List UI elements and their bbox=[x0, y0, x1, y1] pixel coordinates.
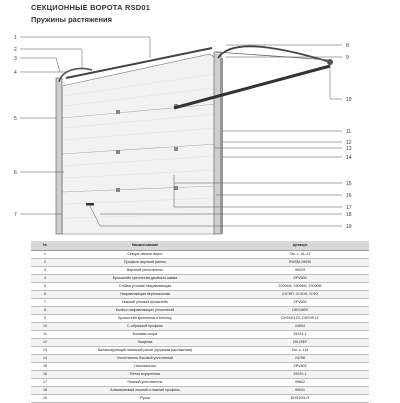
row-name: Напольчатка bbox=[59, 363, 231, 371]
row-article: См. с. 119 bbox=[231, 347, 369, 355]
row-article: 25129ЕF bbox=[231, 339, 369, 347]
table-row bbox=[31, 267, 369, 275]
callout-14: 14 bbox=[346, 155, 352, 161]
header-number: № bbox=[31, 241, 59, 251]
table-row bbox=[31, 379, 369, 387]
table-row bbox=[31, 395, 369, 403]
row-name: Нижний угловой кронштейн bbox=[59, 299, 231, 307]
row-name: С-образный профиль bbox=[59, 323, 231, 331]
right-track bbox=[214, 52, 223, 234]
row-article: 90029 bbox=[231, 267, 369, 275]
row-name: Уплотнитель боковой уплотнений bbox=[59, 355, 231, 363]
row-article: 24706 bbox=[231, 355, 369, 363]
table-row bbox=[31, 283, 369, 291]
header-name: Наименование bbox=[59, 241, 231, 251]
row-name: Алюминиевый нижний и нижний профиль bbox=[59, 387, 231, 395]
table-row bbox=[31, 259, 369, 267]
callout-9: 9 bbox=[346, 55, 349, 61]
row-number: 6 bbox=[31, 291, 59, 299]
parts-table-body bbox=[31, 251, 369, 403]
table-row bbox=[31, 371, 369, 379]
callout-10: 10 bbox=[346, 97, 352, 103]
row-name: Защёлка bbox=[59, 339, 231, 347]
row-number: 1 bbox=[31, 251, 59, 259]
callout-3: 3 bbox=[14, 56, 17, 62]
table-row bbox=[31, 275, 369, 283]
callout-4: 4 bbox=[14, 70, 17, 76]
page-subtitle: Пружины растяжения bbox=[31, 15, 112, 24]
table-row bbox=[31, 339, 369, 347]
row-number: 16 bbox=[31, 371, 59, 379]
row-number: 7 bbox=[31, 299, 59, 307]
row-name: Профиль верхний ригель bbox=[59, 259, 231, 267]
row-article: 24004 bbox=[231, 323, 369, 331]
row-number: 12 bbox=[31, 339, 59, 347]
callout-5: 5 bbox=[14, 116, 17, 122]
row-name: Балансирующий натяжной рычаг (пружины растяжения) bbox=[59, 347, 231, 355]
row-number: 15 bbox=[31, 363, 59, 371]
callout-6: 6 bbox=[14, 170, 17, 176]
row-article: 25224-1 bbox=[231, 331, 369, 339]
row-name: Кронштейн крепления двойного шкива bbox=[59, 275, 231, 283]
table-row bbox=[31, 363, 369, 371]
table-row bbox=[31, 331, 369, 339]
callouts-left bbox=[14, 35, 17, 218]
row-number: 3 bbox=[31, 267, 59, 275]
row-article: SPV000 bbox=[231, 299, 369, 307]
callout-18: 18 bbox=[346, 212, 352, 218]
row-number: 4 bbox=[31, 275, 59, 283]
callout-19: 19 bbox=[346, 224, 352, 230]
table-row bbox=[31, 315, 369, 323]
callout-1: 1 bbox=[14, 35, 17, 41]
row-number: 11 bbox=[31, 331, 59, 339]
callout-7: 7 bbox=[14, 212, 17, 218]
table-row bbox=[31, 355, 369, 363]
row-number: 19 bbox=[31, 395, 59, 403]
header-article: Артикул bbox=[231, 241, 369, 251]
row-name: Ручка bbox=[59, 395, 231, 403]
row-article: SPV802 bbox=[231, 363, 369, 371]
parts-table-header bbox=[31, 241, 369, 251]
callout-17: 17 bbox=[346, 205, 352, 211]
row-name: Колёсо направляющих уплотнений bbox=[59, 307, 231, 315]
row-number: 14 bbox=[31, 355, 59, 363]
row-article: DHSVE1ZZ, DHSVE1Z bbox=[231, 315, 369, 323]
table-row bbox=[31, 323, 369, 331]
row-number: 13 bbox=[31, 347, 59, 355]
row-number: 18 bbox=[31, 387, 59, 395]
door-handle bbox=[86, 203, 94, 206]
row-article: 21СНП, 21ЗОК, 21ФЗ bbox=[231, 291, 369, 299]
callouts-right bbox=[346, 43, 352, 230]
row-article: 99041 bbox=[231, 387, 369, 395]
table-row bbox=[31, 387, 369, 395]
table-row bbox=[31, 251, 369, 259]
row-name: Петля внутренняя bbox=[59, 371, 231, 379]
row-number: 9 bbox=[31, 315, 59, 323]
row-article: 25220-1 bbox=[231, 371, 369, 379]
row-name: Кронштейн крепления к потолку bbox=[59, 315, 231, 323]
callout-16: 16 bbox=[346, 193, 352, 199]
row-number: 2 bbox=[31, 259, 59, 267]
callout-12: 12 bbox=[346, 140, 352, 146]
row-article: 23091М, 23094М, 23090М bbox=[231, 283, 369, 291]
callout-2: 2 bbox=[14, 47, 17, 53]
table-row bbox=[31, 307, 369, 315]
row-article: DHS100LG bbox=[231, 395, 369, 403]
table-row bbox=[31, 299, 369, 307]
row-name: Стойка угловая направляющая bbox=[59, 283, 231, 291]
row-name: Боковая опора bbox=[59, 331, 231, 339]
row-article: SPV900 bbox=[231, 275, 369, 283]
row-article: DHS4809 bbox=[231, 307, 369, 315]
row-article: 99842 bbox=[231, 379, 369, 387]
row-number: 17 bbox=[31, 379, 59, 387]
table-row bbox=[31, 291, 369, 299]
row-name: Нижний уплотнитель bbox=[59, 379, 231, 387]
row-article: EWSM-28090 bbox=[231, 259, 369, 267]
page-title: СЕКЦИОННЫЕ ВОРОТА RSD01 bbox=[31, 3, 151, 12]
callout-8: 8 bbox=[346, 43, 349, 49]
callout-13: 13 bbox=[346, 146, 352, 152]
row-name: Секция-панель ворот bbox=[59, 251, 231, 259]
callout-15: 15 bbox=[346, 181, 352, 187]
row-number: 5 bbox=[31, 283, 59, 291]
row-name: Верхний уплотнитель bbox=[59, 267, 231, 275]
callout-11: 11 bbox=[346, 129, 352, 135]
parts-table bbox=[31, 241, 369, 403]
row-article: См. с. 16–21 bbox=[231, 251, 369, 259]
row-number: 8 bbox=[31, 307, 59, 315]
table-row bbox=[31, 347, 369, 355]
row-number: 10 bbox=[31, 323, 59, 331]
row-name: Направляющая вертикальная bbox=[59, 291, 231, 299]
